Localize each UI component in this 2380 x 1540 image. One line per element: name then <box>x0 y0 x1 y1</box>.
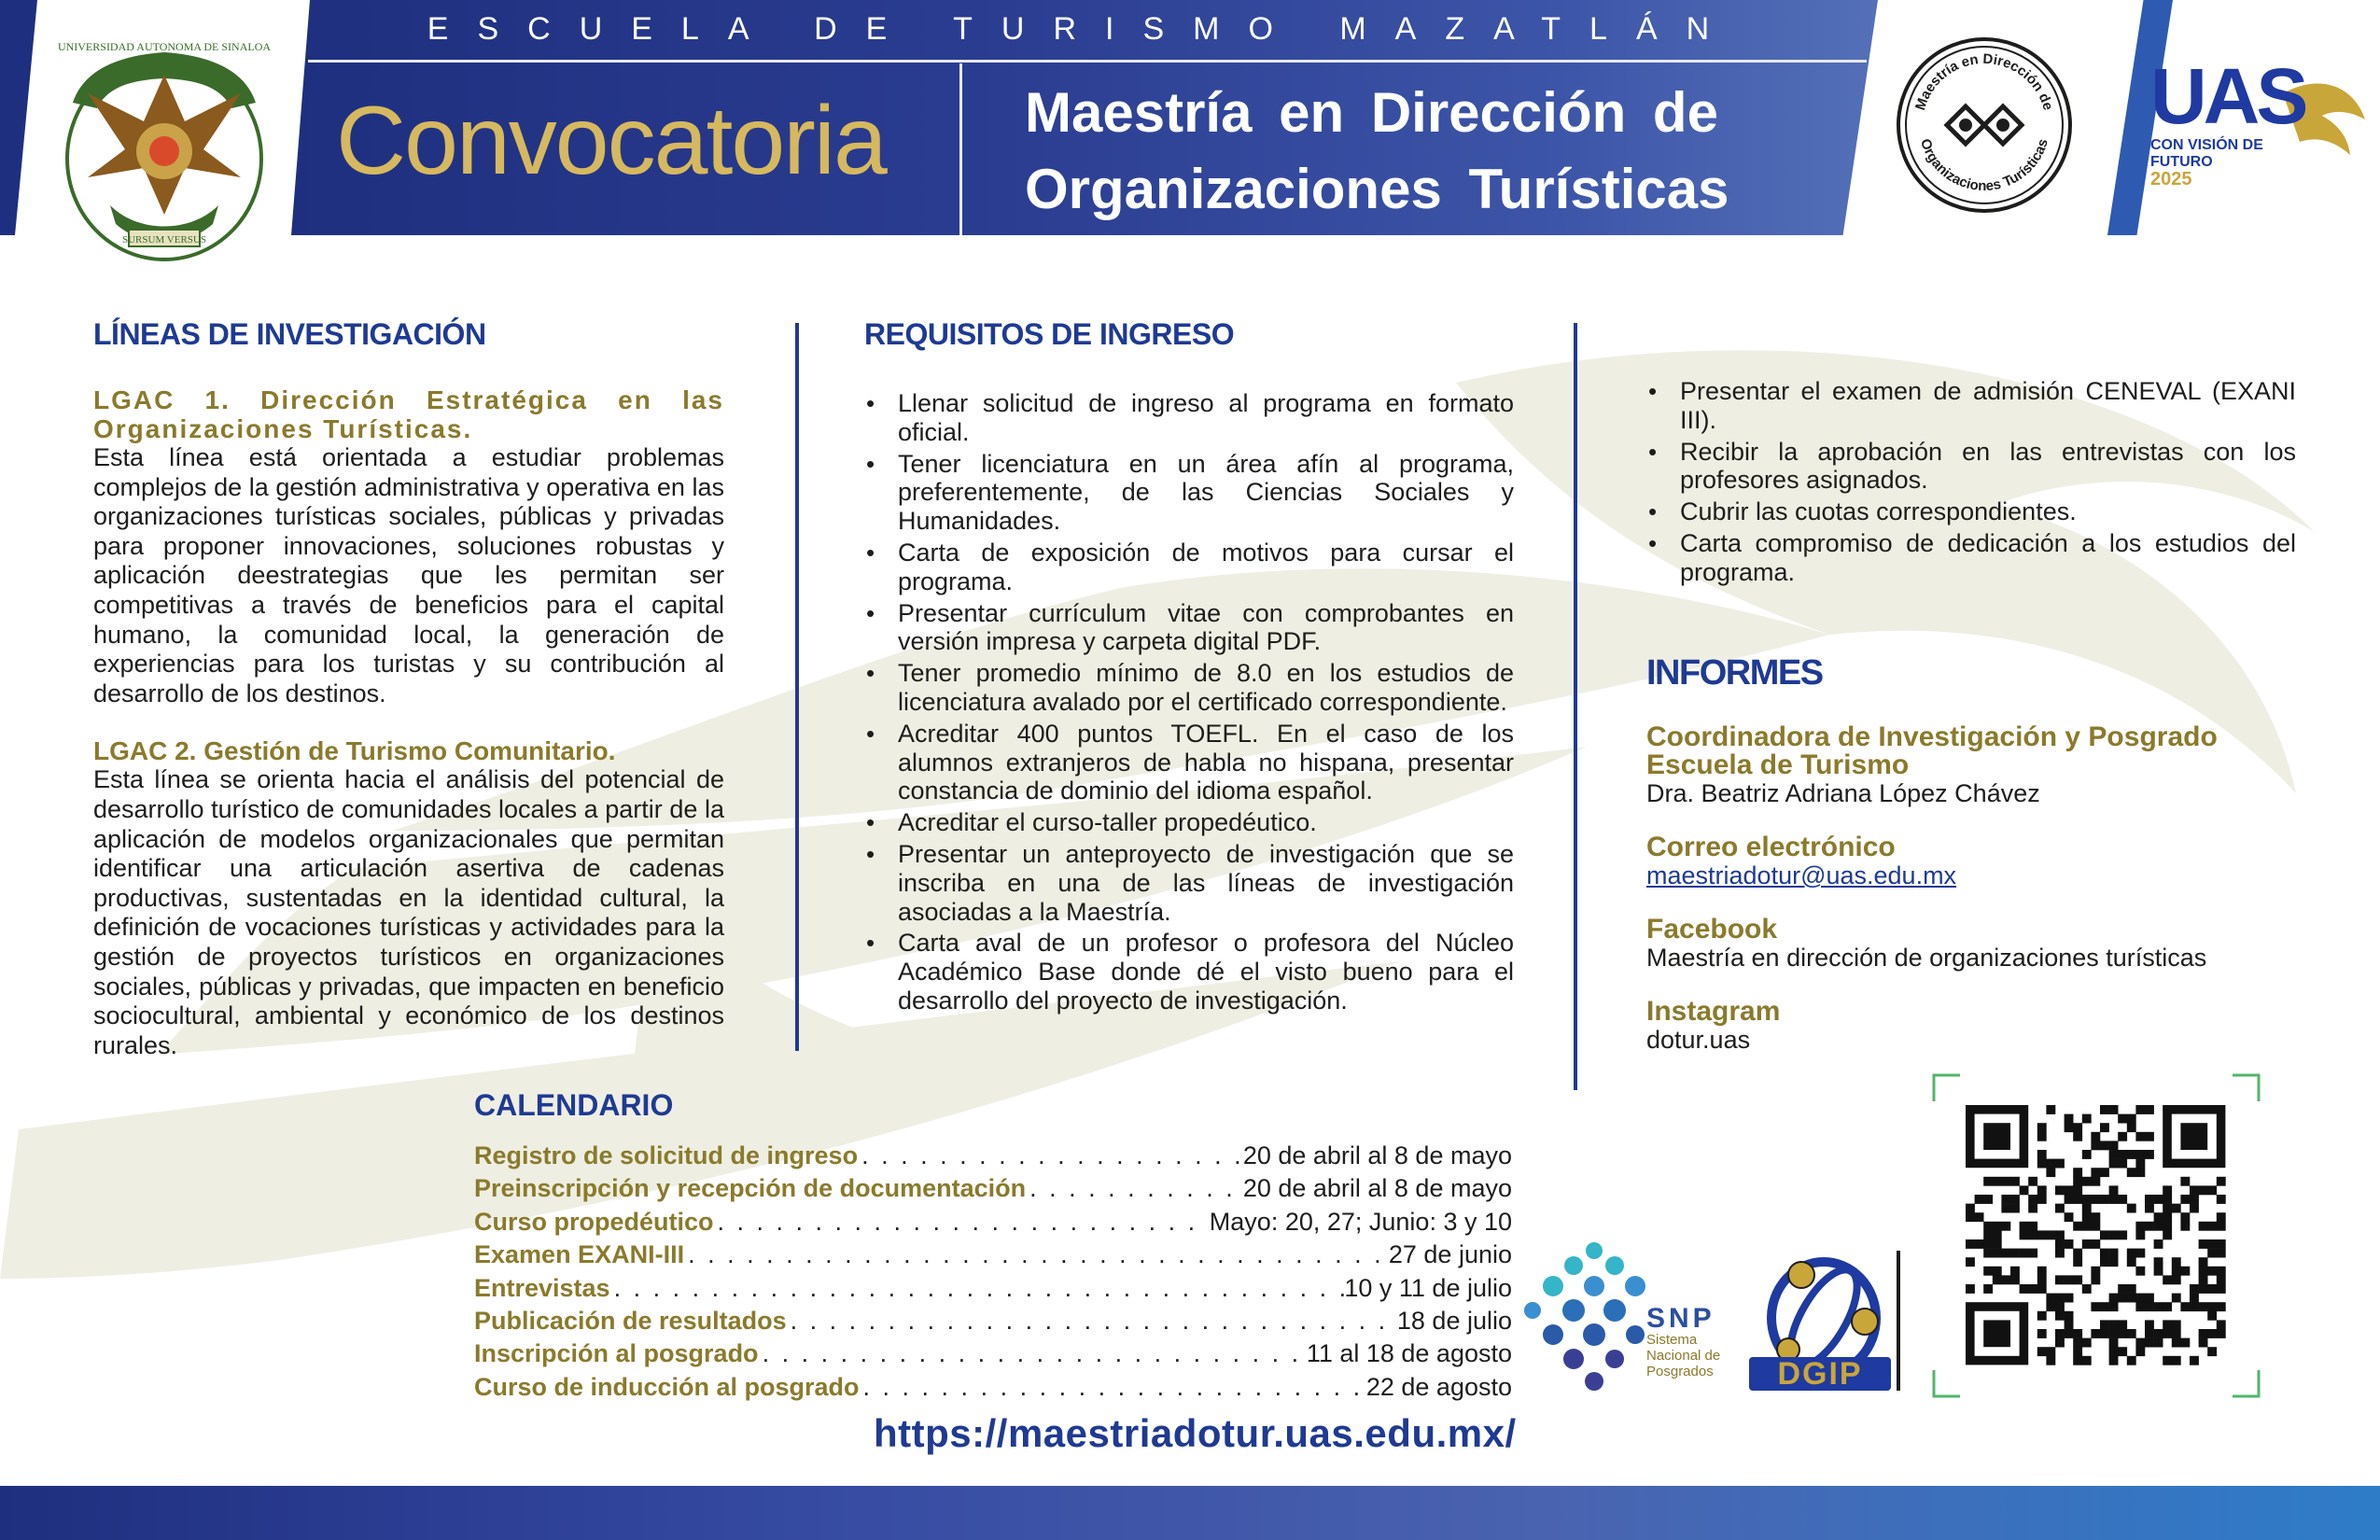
lgac-description: Esta línea se orienta hacia el análisis del potencial de desarrollo turístico de comunidades locales a partir de la aplicación de modelos organizacionales que permitan identificar una articulación asertiva de cadenas productivas, sustentadas en la identidad cultural, la definición de vocaciones turísticas y actividades para la gestión de proyectos turísticos en organizaciones sociales, públicas y privadas, que impacten en beneficio sociocultural, ambiental y económico de los destinos rurales. <box>93 765 724 1059</box>
calendar-list <box>474 1140 1512 1404</box>
snp-line-3: Posgrados <box>1646 1364 1714 1379</box>
lgac-title: LGAC 2. Gestión de Turismo Comunitario. <box>93 736 616 766</box>
coordinator-block <box>1646 723 2300 807</box>
snp-wordmark: SNP <box>1646 1303 1715 1334</box>
crest-motto: SURSUM VERSUS <box>122 234 206 245</box>
calendar-row <box>474 1239 1512 1271</box>
snp-logo <box>1519 1238 1743 1396</box>
calendar-date: 27 de junio <box>1388 1240 1512 1269</box>
admission-requirements-section <box>864 317 1514 1018</box>
footer-bar <box>0 1486 2380 1540</box>
research-lines-heading: LÍNEAS DE INVESTIGACIÓN <box>93 317 486 351</box>
email-block <box>1646 833 2300 889</box>
website-link[interactable]: https://maestriadotur.uas.edu.mx/ <box>874 1411 1517 1455</box>
snp-line-2: Nacional de <box>1646 1348 1721 1364</box>
email-link[interactable]: maestriadotur@uas.edu.mx <box>1646 861 1957 889</box>
convocatoria-title: Convocatoria <box>336 87 886 195</box>
qr-modules <box>1966 1105 2226 1365</box>
header-divider <box>959 63 962 235</box>
list-item: • Carta compromiso de dedicación a los estudios del programa. <box>1646 529 2296 587</box>
calendar-row <box>474 1206 1512 1239</box>
facebook-block <box>1646 916 2300 972</box>
list-item: • Acreditar el curso-taller propedéutico. <box>864 808 1514 837</box>
leader-dots <box>860 1371 1366 1404</box>
leader-dots <box>759 1337 1307 1370</box>
calendar-event: Curso de inducción al posgrado <box>474 1372 860 1401</box>
university-crest-logo <box>54 19 274 269</box>
uas-logo <box>2143 45 2367 203</box>
uas-year: 2025 <box>2150 169 2192 189</box>
school-title: ESCUELA DE TURISMO MAZATLÁN <box>427 11 1739 47</box>
calendar-row <box>474 1371 1512 1404</box>
coordinator-name: Dra. Beatriz Adriana López Chávez <box>1646 779 2040 807</box>
calendar-section <box>474 1088 1512 1404</box>
dgip-wordmark: DGIP <box>1777 1356 1863 1392</box>
calendar-event: Inscripción al posgrado <box>474 1339 759 1368</box>
list-item: • Acreditar 400 puntos TOEFL. En el caso de los alumnos extranjeros de habla no hispana, presentar constancia de dominio del idioma español. <box>864 720 1514 805</box>
calendar-date: 18 de julio <box>1396 1307 1512 1336</box>
calendar-event: Publicación de resultados <box>474 1307 787 1336</box>
leader-dots <box>858 1140 1243 1172</box>
seal-text-bottom: Organizaciones Turísticas <box>1917 136 2051 195</box>
program-title <box>1025 75 1865 228</box>
qr-code[interactable] <box>1932 1073 2261 1398</box>
email-label: Correo electrónico <box>1646 832 1896 862</box>
calendar-row <box>474 1272 1512 1305</box>
qr-code-graphic <box>1932 1073 2261 1398</box>
leader-dots <box>1026 1172 1243 1205</box>
lgac-block <box>93 385 724 708</box>
instagram-block <box>1646 998 2300 1054</box>
calendar-row <box>474 1337 1512 1370</box>
program-seal-logo <box>1895 35 2074 215</box>
header-left-stripe <box>0 0 37 235</box>
column-divider <box>1574 323 1577 1090</box>
calendar-event: Registro de solicitud de ingreso <box>474 1141 859 1169</box>
research-lines-section <box>93 317 724 1060</box>
list-item: • Tener licenciatura en un área afín al programa, preferentemente, de las Ciencias Sociales y Humanidades. <box>864 450 1514 536</box>
calendar-date: 20 de abril al 8 de mayo <box>1242 1174 1512 1203</box>
facebook-value: Maestría en dirección de organizaciones turísticas <box>1646 944 2207 972</box>
calendar-row <box>474 1140 1512 1172</box>
list-item: • Llenar solicitud de ingreso al programa en formato oficial. <box>864 389 1514 447</box>
list-item: • Presentar un anteproyecto de investigación que se inscriba en una de las líneas de investigación asociadas a la Maestría. <box>864 840 1514 926</box>
calendar-event: Examen EXANI-III <box>474 1240 685 1269</box>
contact-info-section <box>1646 653 2300 1054</box>
requirements-list <box>864 389 1514 1015</box>
calendar-date: 22 de agosto <box>1365 1372 1512 1401</box>
school-label: Escuela de Turismo <box>1646 749 1910 780</box>
lgac-description: Esta línea está orientada a estudiar problemas complejos de la gestión administrativa y operativa en las organizaciones turísticas sociales, públicas y privadas para proponer innovaciones, soluciones robustas y aplicación deestrategias que les permitan ser competitivas a través de beneficios para el capital humano, la comunidad local, la generación de experiencias para los turistas y su contribución al desarrollo de los destinos. <box>93 443 724 707</box>
instagram-label: Instagram <box>1646 996 1781 1027</box>
requirements-list-continued <box>1646 377 2296 587</box>
leader-dots <box>684 1239 1389 1271</box>
column-divider <box>795 323 799 1051</box>
header-rule <box>308 60 1867 63</box>
lgac-title: LGAC 1. Dirección Estratégica en las Organizaciones Turísticas. <box>93 385 724 443</box>
instagram-value: dotur.uas <box>1646 1026 1751 1054</box>
requirements-heading: REQUISITOS DE INGRESO <box>864 317 1235 351</box>
leader-dots <box>610 1272 1345 1305</box>
calendar-event: Entrevistas <box>474 1273 610 1302</box>
list-item: • Presentar currículum vitae con comprobantes en versión impresa y carpeta digital PDF. <box>864 599 1514 657</box>
uas-tagline-2: FUTURO <box>2150 154 2213 170</box>
calendar-row <box>474 1305 1512 1337</box>
program-title-line2: Organizaciones Turísticas <box>1025 158 1729 220</box>
leader-dots <box>714 1206 1210 1239</box>
uas-wordmark: UAS <box>2150 52 2305 140</box>
admission-requirements-continued <box>1646 317 2296 590</box>
list-item: • Tener promedio mínimo de 8.0 en los estudios de licenciatura avalado por el certificado correspondiente. <box>864 659 1514 717</box>
calendar-event: Curso propedéutico <box>474 1207 714 1236</box>
list-item: • Recibir la aprobación en las entrevistas con los profesores asignados. <box>1646 438 2296 496</box>
calendar-event: Preinscripción y recepción de documentación <box>474 1174 1027 1203</box>
contact-heading: INFORMES <box>1646 653 1823 693</box>
calendar-heading: CALENDARIO <box>474 1088 674 1122</box>
uas-tagline-1: CON VISIÓN DE <box>2150 137 2263 153</box>
snp-line-1: Sistema <box>1646 1332 1698 1348</box>
calendar-date: 11 al 18 de agosto <box>1306 1339 1512 1368</box>
crest-text: UNIVERSIDAD AUTONOMA DE SINALOA <box>57 40 272 53</box>
list-item: • Carta aval de un profesor o profesora del Núcleo Académico Base donde dé el visto bueno para el desarrollo del proyecto de investigación. <box>864 929 1514 1015</box>
lgac-block <box>93 736 724 1060</box>
program-title-line1: Maestría en Dirección de <box>1025 81 1718 144</box>
calendar-row <box>474 1172 1512 1205</box>
calendar-date: 20 de abril al 8 de mayo <box>1242 1141 1512 1169</box>
calendar-date: Mayo: 20, 27; Junio: 3 y 10 <box>1209 1207 1512 1236</box>
leader-dots <box>787 1305 1397 1337</box>
list-item: • Cubrir las cuotas correspondientes. <box>1646 497 2296 526</box>
list-item: • Carta de exposición de motivos para cursar el programa. <box>864 539 1514 596</box>
dgip-logo <box>1743 1247 1904 1396</box>
facebook-label: Facebook <box>1646 914 1778 945</box>
list-item: • Presentar el examen de admisión CENEVAL (EXANI III). <box>1646 377 2296 435</box>
coordinator-label: Coordinadora de Investigación y Posgrado <box>1646 721 2218 752</box>
calendar-date: 10 y 11 de julio <box>1344 1273 1512 1302</box>
seal-text-top: Maestría en Dirección de <box>1912 50 2056 113</box>
